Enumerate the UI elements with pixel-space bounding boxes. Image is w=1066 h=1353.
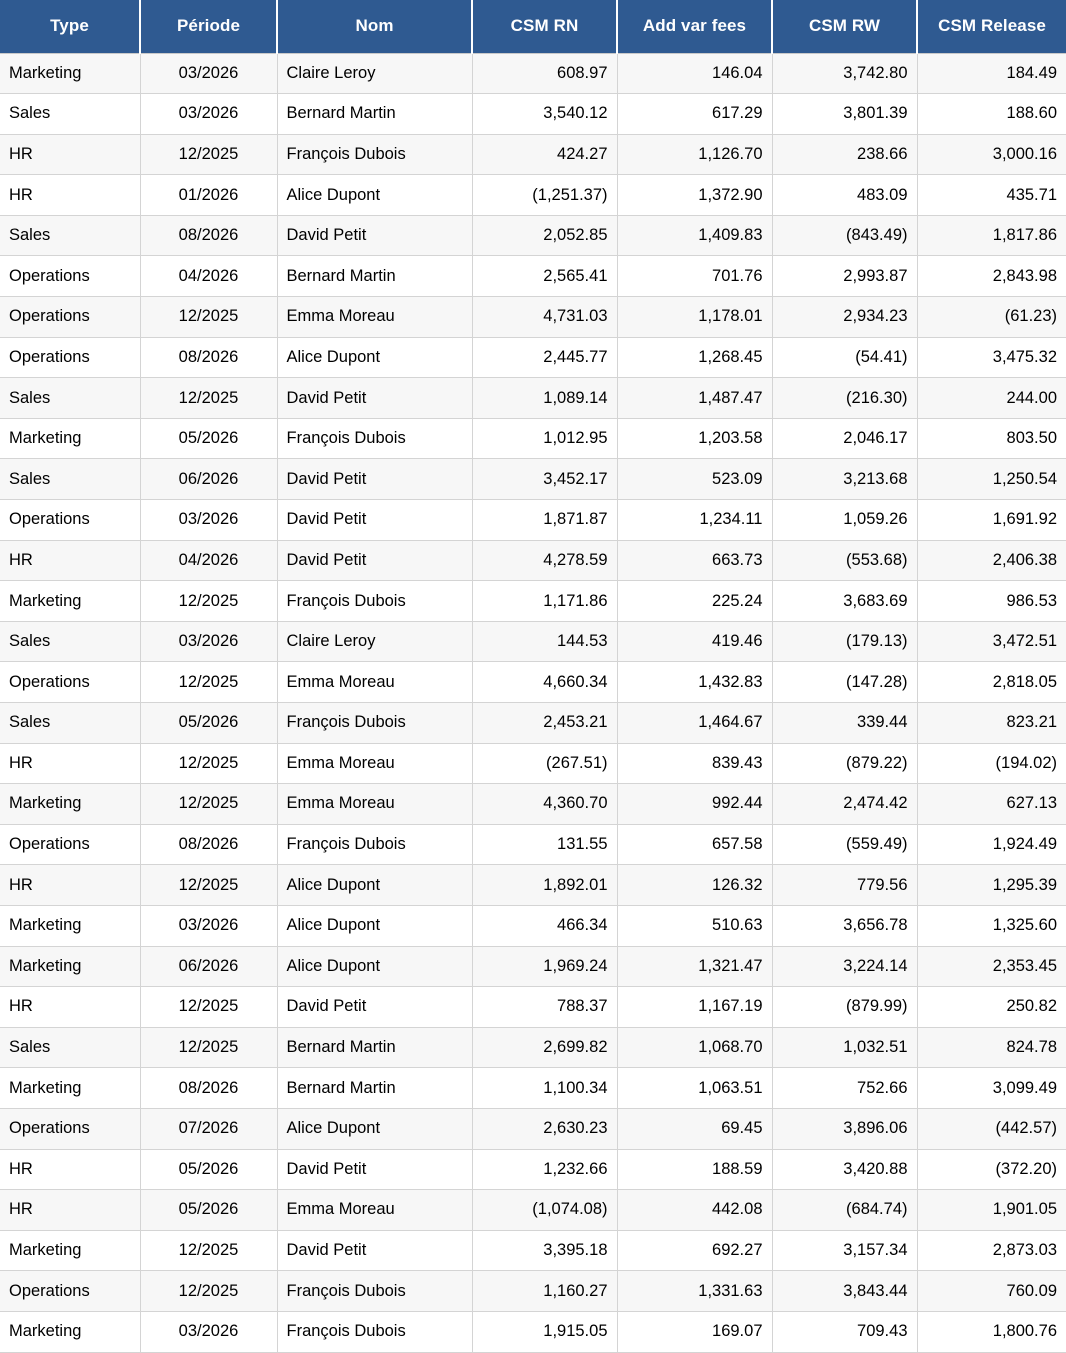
cell-periode: 12/2025 — [140, 865, 277, 906]
cell-csm-rn: 1,892.01 — [472, 865, 617, 906]
cell-csm-rw: 3,656.78 — [772, 905, 917, 946]
cell-csm-rn: 1,232.66 — [472, 1149, 617, 1190]
cell-csm-release: 2,873.03 — [917, 1230, 1066, 1271]
cell-csm-release: 1,817.86 — [917, 215, 1066, 256]
cell-periode: 06/2026 — [140, 946, 277, 987]
cell-csm-release: 1,691.92 — [917, 500, 1066, 541]
cell-add-var-fees: 1,464.67 — [617, 703, 772, 744]
cell-periode: 12/2025 — [140, 784, 277, 825]
cell-type: Sales — [0, 459, 140, 500]
cell-type: Sales — [0, 378, 140, 419]
cell-type: Operations — [0, 500, 140, 541]
cell-csm-release: (442.57) — [917, 1108, 1066, 1149]
cell-csm-rw: (684.74) — [772, 1190, 917, 1231]
cell-csm-rw: 2,474.42 — [772, 784, 917, 825]
cell-nom: Bernard Martin — [277, 1027, 472, 1068]
cell-csm-rn: 1,089.14 — [472, 378, 617, 419]
table-body — [0, 53, 1066, 1352]
cell-csm-rn: 4,731.03 — [472, 297, 617, 338]
table-row[interactable] — [0, 1271, 1066, 1312]
cell-csm-rn: 1,160.27 — [472, 1271, 617, 1312]
cell-add-var-fees: 1,203.58 — [617, 418, 772, 459]
cell-add-var-fees: 1,409.83 — [617, 215, 772, 256]
cell-csm-rn: 3,540.12 — [472, 94, 617, 135]
cell-csm-release: 435.71 — [917, 175, 1066, 216]
cell-csm-rw: 3,224.14 — [772, 946, 917, 987]
table-row[interactable] — [0, 581, 1066, 622]
cell-add-var-fees: 225.24 — [617, 581, 772, 622]
cell-csm-rn: 2,453.21 — [472, 703, 617, 744]
cell-csm-rw: 1,059.26 — [772, 500, 917, 541]
table-row[interactable] — [0, 175, 1066, 216]
cell-add-var-fees: 839.43 — [617, 743, 772, 784]
cell-csm-release: 986.53 — [917, 581, 1066, 622]
cell-type: Operations — [0, 337, 140, 378]
table-header — [0, 0, 1066, 53]
cell-periode: 05/2026 — [140, 703, 277, 744]
cell-csm-rn: 2,445.77 — [472, 337, 617, 378]
cell-periode: 04/2026 — [140, 256, 277, 297]
cell-csm-release: 2,843.98 — [917, 256, 1066, 297]
cell-csm-release: 3,475.32 — [917, 337, 1066, 378]
cell-periode: 12/2025 — [140, 134, 277, 175]
cell-nom: Emma Moreau — [277, 743, 472, 784]
cell-periode: 08/2026 — [140, 215, 277, 256]
table-row[interactable] — [0, 134, 1066, 175]
table-row[interactable] — [0, 703, 1066, 744]
cell-csm-rw: 3,896.06 — [772, 1108, 917, 1149]
cell-csm-release: 803.50 — [917, 418, 1066, 459]
cell-nom: Alice Dupont — [277, 905, 472, 946]
cell-csm-release: 2,353.45 — [917, 946, 1066, 987]
table-row[interactable] — [0, 905, 1066, 946]
cell-csm-release: 760.09 — [917, 1271, 1066, 1312]
cell-add-var-fees: 69.45 — [617, 1108, 772, 1149]
cell-add-var-fees: 510.63 — [617, 905, 772, 946]
cell-type: Marketing — [0, 1230, 140, 1271]
table-row[interactable] — [0, 378, 1066, 419]
cell-csm-release: 188.60 — [917, 94, 1066, 135]
table-row[interactable] — [0, 1108, 1066, 1149]
table-row[interactable] — [0, 337, 1066, 378]
cell-nom: François Dubois — [277, 824, 472, 865]
cell-type: Marketing — [0, 53, 140, 94]
cell-csm-release: 627.13 — [917, 784, 1066, 825]
cell-periode: 03/2026 — [140, 1311, 277, 1352]
column-header-add-var-fees[interactable]: Add var fees — [617, 0, 772, 53]
cell-nom: Emma Moreau — [277, 297, 472, 338]
column-header-csm-rn[interactable]: CSM RN — [472, 0, 617, 53]
cell-add-var-fees: 523.09 — [617, 459, 772, 500]
cell-periode: 12/2025 — [140, 743, 277, 784]
cell-periode: 03/2026 — [140, 53, 277, 94]
cell-csm-rw: 483.09 — [772, 175, 917, 216]
cell-add-var-fees: 992.44 — [617, 784, 772, 825]
cell-periode: 03/2026 — [140, 94, 277, 135]
cell-nom: Claire Leroy — [277, 621, 472, 662]
cell-type: HR — [0, 1149, 140, 1190]
cell-add-var-fees: 701.76 — [617, 256, 772, 297]
cell-periode: 12/2025 — [140, 987, 277, 1028]
table-row[interactable] — [0, 500, 1066, 541]
cell-type: Marketing — [0, 581, 140, 622]
cell-type: Sales — [0, 1027, 140, 1068]
cell-csm-rw: (843.49) — [772, 215, 917, 256]
table-row[interactable] — [0, 621, 1066, 662]
cell-csm-rw: (879.99) — [772, 987, 917, 1028]
cell-add-var-fees: 663.73 — [617, 540, 772, 581]
cell-add-var-fees: 419.46 — [617, 621, 772, 662]
table-row[interactable] — [0, 784, 1066, 825]
cell-periode: 12/2025 — [140, 378, 277, 419]
cell-csm-rn: 1,871.87 — [472, 500, 617, 541]
cell-csm-rn: (1,251.37) — [472, 175, 617, 216]
table-row[interactable] — [0, 946, 1066, 987]
cell-type: Marketing — [0, 905, 140, 946]
cell-add-var-fees: 126.32 — [617, 865, 772, 906]
table-row[interactable] — [0, 662, 1066, 703]
cell-type: Operations — [0, 1108, 140, 1149]
cell-csm-rw: 752.66 — [772, 1068, 917, 1109]
cell-periode: 05/2026 — [140, 1149, 277, 1190]
cell-nom: David Petit — [277, 459, 472, 500]
cell-periode: 12/2025 — [140, 297, 277, 338]
cell-nom: David Petit — [277, 540, 472, 581]
cell-periode: 03/2026 — [140, 621, 277, 662]
cell-periode: 08/2026 — [140, 1068, 277, 1109]
cell-csm-rn: 1,969.24 — [472, 946, 617, 987]
table-row[interactable] — [0, 743, 1066, 784]
cell-add-var-fees: 188.59 — [617, 1149, 772, 1190]
cell-csm-rn: 131.55 — [472, 824, 617, 865]
cell-csm-release: 823.21 — [917, 703, 1066, 744]
cell-csm-rn: 144.53 — [472, 621, 617, 662]
cell-nom: Bernard Martin — [277, 256, 472, 297]
cell-csm-rw: 3,157.34 — [772, 1230, 917, 1271]
cell-csm-release: (61.23) — [917, 297, 1066, 338]
cell-csm-rn: 1,012.95 — [472, 418, 617, 459]
cell-csm-release: 2,406.38 — [917, 540, 1066, 581]
cell-type: Marketing — [0, 418, 140, 459]
cell-csm-rw: (54.41) — [772, 337, 917, 378]
cell-csm-rn: (267.51) — [472, 743, 617, 784]
cell-type: HR — [0, 987, 140, 1028]
cell-type: HR — [0, 175, 140, 216]
cell-add-var-fees: 1,372.90 — [617, 175, 772, 216]
cell-csm-rw: 2,993.87 — [772, 256, 917, 297]
column-header-periode[interactable]: Période — [140, 0, 277, 53]
cell-type: Marketing — [0, 1311, 140, 1352]
cell-nom: Emma Moreau — [277, 784, 472, 825]
cell-type: HR — [0, 540, 140, 581]
cell-periode: 06/2026 — [140, 459, 277, 500]
table-row[interactable] — [0, 215, 1066, 256]
cell-type: HR — [0, 1190, 140, 1231]
cell-csm-release: 3,099.49 — [917, 1068, 1066, 1109]
cell-nom: François Dubois — [277, 418, 472, 459]
table-row[interactable] — [0, 1230, 1066, 1271]
table-row[interactable] — [0, 53, 1066, 94]
cell-periode: 04/2026 — [140, 540, 277, 581]
cell-csm-rw: 2,046.17 — [772, 418, 917, 459]
cell-nom: David Petit — [277, 378, 472, 419]
cell-csm-rw: (147.28) — [772, 662, 917, 703]
cell-csm-rn: 4,360.70 — [472, 784, 617, 825]
cell-type: Sales — [0, 621, 140, 662]
cell-csm-rw: 3,683.69 — [772, 581, 917, 622]
table-row[interactable] — [0, 1027, 1066, 1068]
cell-nom: Alice Dupont — [277, 946, 472, 987]
cell-add-var-fees: 442.08 — [617, 1190, 772, 1231]
column-header-type[interactable]: Type — [0, 0, 140, 53]
table-row[interactable] — [0, 256, 1066, 297]
cell-csm-release: 3,472.51 — [917, 621, 1066, 662]
cell-csm-release: 184.49 — [917, 53, 1066, 94]
cell-csm-rn: 2,052.85 — [472, 215, 617, 256]
cell-add-var-fees: 169.07 — [617, 1311, 772, 1352]
table-row[interactable] — [0, 1190, 1066, 1231]
cell-add-var-fees: 146.04 — [617, 53, 772, 94]
cell-periode: 12/2025 — [140, 1230, 277, 1271]
cell-add-var-fees: 1,432.83 — [617, 662, 772, 703]
cell-csm-rw: 3,801.39 — [772, 94, 917, 135]
cell-add-var-fees: 1,331.63 — [617, 1271, 772, 1312]
table-row[interactable] — [0, 1311, 1066, 1352]
table-row[interactable] — [0, 824, 1066, 865]
cell-csm-rn: 2,565.41 — [472, 256, 617, 297]
table-row[interactable] — [0, 418, 1066, 459]
table-row[interactable] — [0, 459, 1066, 500]
cell-csm-release: 1,325.60 — [917, 905, 1066, 946]
cell-type: Operations — [0, 1271, 140, 1312]
cell-periode: 12/2025 — [140, 662, 277, 703]
cell-csm-rn: 3,452.17 — [472, 459, 617, 500]
table-row[interactable] — [0, 94, 1066, 135]
cell-csm-rw: (559.49) — [772, 824, 917, 865]
cell-nom: Emma Moreau — [277, 662, 472, 703]
cell-nom: François Dubois — [277, 134, 472, 175]
cell-csm-rn: 1,100.34 — [472, 1068, 617, 1109]
cell-csm-release: 1,295.39 — [917, 865, 1066, 906]
header-row — [0, 0, 1066, 53]
table-row[interactable] — [0, 1149, 1066, 1190]
cell-csm-rw: 709.43 — [772, 1311, 917, 1352]
cell-csm-rw: (179.13) — [772, 621, 917, 662]
cell-csm-rn: 3,395.18 — [472, 1230, 617, 1271]
cell-csm-rn: 2,630.23 — [472, 1108, 617, 1149]
cell-periode: 03/2026 — [140, 500, 277, 541]
cell-type: Operations — [0, 256, 140, 297]
cell-add-var-fees: 1,068.70 — [617, 1027, 772, 1068]
table-row[interactable] — [0, 865, 1066, 906]
cell-csm-release: 1,800.76 — [917, 1311, 1066, 1352]
cell-add-var-fees: 1,178.01 — [617, 297, 772, 338]
cell-type: Sales — [0, 215, 140, 256]
cell-periode: 01/2026 — [140, 175, 277, 216]
cell-csm-release: 824.78 — [917, 1027, 1066, 1068]
cell-nom: Alice Dupont — [277, 337, 472, 378]
cell-csm-rw: 779.56 — [772, 865, 917, 906]
cell-nom: François Dubois — [277, 1311, 472, 1352]
cell-type: Operations — [0, 662, 140, 703]
cell-add-var-fees: 1,487.47 — [617, 378, 772, 419]
cell-csm-rn: 2,699.82 — [472, 1027, 617, 1068]
cell-add-var-fees: 1,126.70 — [617, 134, 772, 175]
cell-nom: Emma Moreau — [277, 1190, 472, 1231]
cell-csm-rn: 4,660.34 — [472, 662, 617, 703]
cell-csm-release: 250.82 — [917, 987, 1066, 1028]
cell-type: Operations — [0, 297, 140, 338]
cell-nom: François Dubois — [277, 1271, 472, 1312]
table-row[interactable] — [0, 987, 1066, 1028]
cell-csm-rw: 3,843.44 — [772, 1271, 917, 1312]
cell-csm-release: 2,818.05 — [917, 662, 1066, 703]
cell-csm-release: 3,000.16 — [917, 134, 1066, 175]
cell-nom: Alice Dupont — [277, 1108, 472, 1149]
cell-periode: 12/2025 — [140, 1271, 277, 1312]
cell-add-var-fees: 692.27 — [617, 1230, 772, 1271]
cell-add-var-fees: 617.29 — [617, 94, 772, 135]
cell-type: Marketing — [0, 784, 140, 825]
cell-periode: 05/2026 — [140, 418, 277, 459]
cell-csm-rw: 339.44 — [772, 703, 917, 744]
cell-type: Sales — [0, 94, 140, 135]
cell-nom: Claire Leroy — [277, 53, 472, 94]
cell-periode: 12/2025 — [140, 1027, 277, 1068]
cell-csm-release: (194.02) — [917, 743, 1066, 784]
cell-type: Sales — [0, 703, 140, 744]
cell-csm-rn: 4,278.59 — [472, 540, 617, 581]
cell-type: HR — [0, 865, 140, 906]
cell-type: Operations — [0, 824, 140, 865]
cell-periode: 07/2026 — [140, 1108, 277, 1149]
cell-csm-rn: 788.37 — [472, 987, 617, 1028]
cell-csm-rn: 466.34 — [472, 905, 617, 946]
cell-type: HR — [0, 743, 140, 784]
cell-csm-release: 1,250.54 — [917, 459, 1066, 500]
cell-nom: David Petit — [277, 215, 472, 256]
cell-nom: David Petit — [277, 987, 472, 1028]
cell-add-var-fees: 1,321.47 — [617, 946, 772, 987]
cell-csm-rn: 1,915.05 — [472, 1311, 617, 1352]
cell-nom: David Petit — [277, 1149, 472, 1190]
cell-periode: 12/2025 — [140, 581, 277, 622]
cell-type: HR — [0, 134, 140, 175]
cell-csm-release: 244.00 — [917, 378, 1066, 419]
cell-nom: Bernard Martin — [277, 94, 472, 135]
cell-csm-rw: (216.30) — [772, 378, 917, 419]
cell-add-var-fees: 1,234.11 — [617, 500, 772, 541]
cell-csm-rn: 608.97 — [472, 53, 617, 94]
cell-periode: 08/2026 — [140, 337, 277, 378]
cell-csm-rw: 3,742.80 — [772, 53, 917, 94]
cell-nom: David Petit — [277, 1230, 472, 1271]
table-row[interactable] — [0, 297, 1066, 338]
table-row[interactable] — [0, 1068, 1066, 1109]
cell-csm-rn: 1,171.86 — [472, 581, 617, 622]
cell-csm-rw: (879.22) — [772, 743, 917, 784]
cell-csm-rw: (553.68) — [772, 540, 917, 581]
cell-type: Marketing — [0, 946, 140, 987]
cell-nom: Alice Dupont — [277, 865, 472, 906]
column-header-csm-rw[interactable]: CSM RW — [772, 0, 917, 53]
cell-add-var-fees: 1,268.45 — [617, 337, 772, 378]
cell-csm-release: 1,901.05 — [917, 1190, 1066, 1231]
cell-csm-rw: 238.66 — [772, 134, 917, 175]
cell-add-var-fees: 1,063.51 — [617, 1068, 772, 1109]
column-header-csm-release[interactable]: CSM Release — [917, 0, 1066, 53]
cell-nom: François Dubois — [277, 581, 472, 622]
cell-periode: 05/2026 — [140, 1190, 277, 1231]
cell-add-var-fees: 1,167.19 — [617, 987, 772, 1028]
cell-nom: Bernard Martin — [277, 1068, 472, 1109]
cell-csm-release: (372.20) — [917, 1149, 1066, 1190]
cell-csm-rw: 3,213.68 — [772, 459, 917, 500]
cell-csm-release: 1,924.49 — [917, 824, 1066, 865]
cell-csm-rw: 3,420.88 — [772, 1149, 917, 1190]
cell-csm-rn: (1,074.08) — [472, 1190, 617, 1231]
cell-csm-rw: 2,934.23 — [772, 297, 917, 338]
cell-type: Marketing — [0, 1068, 140, 1109]
cell-periode: 03/2026 — [140, 905, 277, 946]
column-header-nom[interactable]: Nom — [277, 0, 472, 53]
cell-add-var-fees: 657.58 — [617, 824, 772, 865]
cell-csm-rw: 1,032.51 — [772, 1027, 917, 1068]
table-row[interactable] — [0, 540, 1066, 581]
cell-periode: 08/2026 — [140, 824, 277, 865]
cell-nom: David Petit — [277, 500, 472, 541]
cell-nom: Alice Dupont — [277, 175, 472, 216]
cell-nom: François Dubois — [277, 703, 472, 744]
cell-csm-rn: 424.27 — [472, 134, 617, 175]
